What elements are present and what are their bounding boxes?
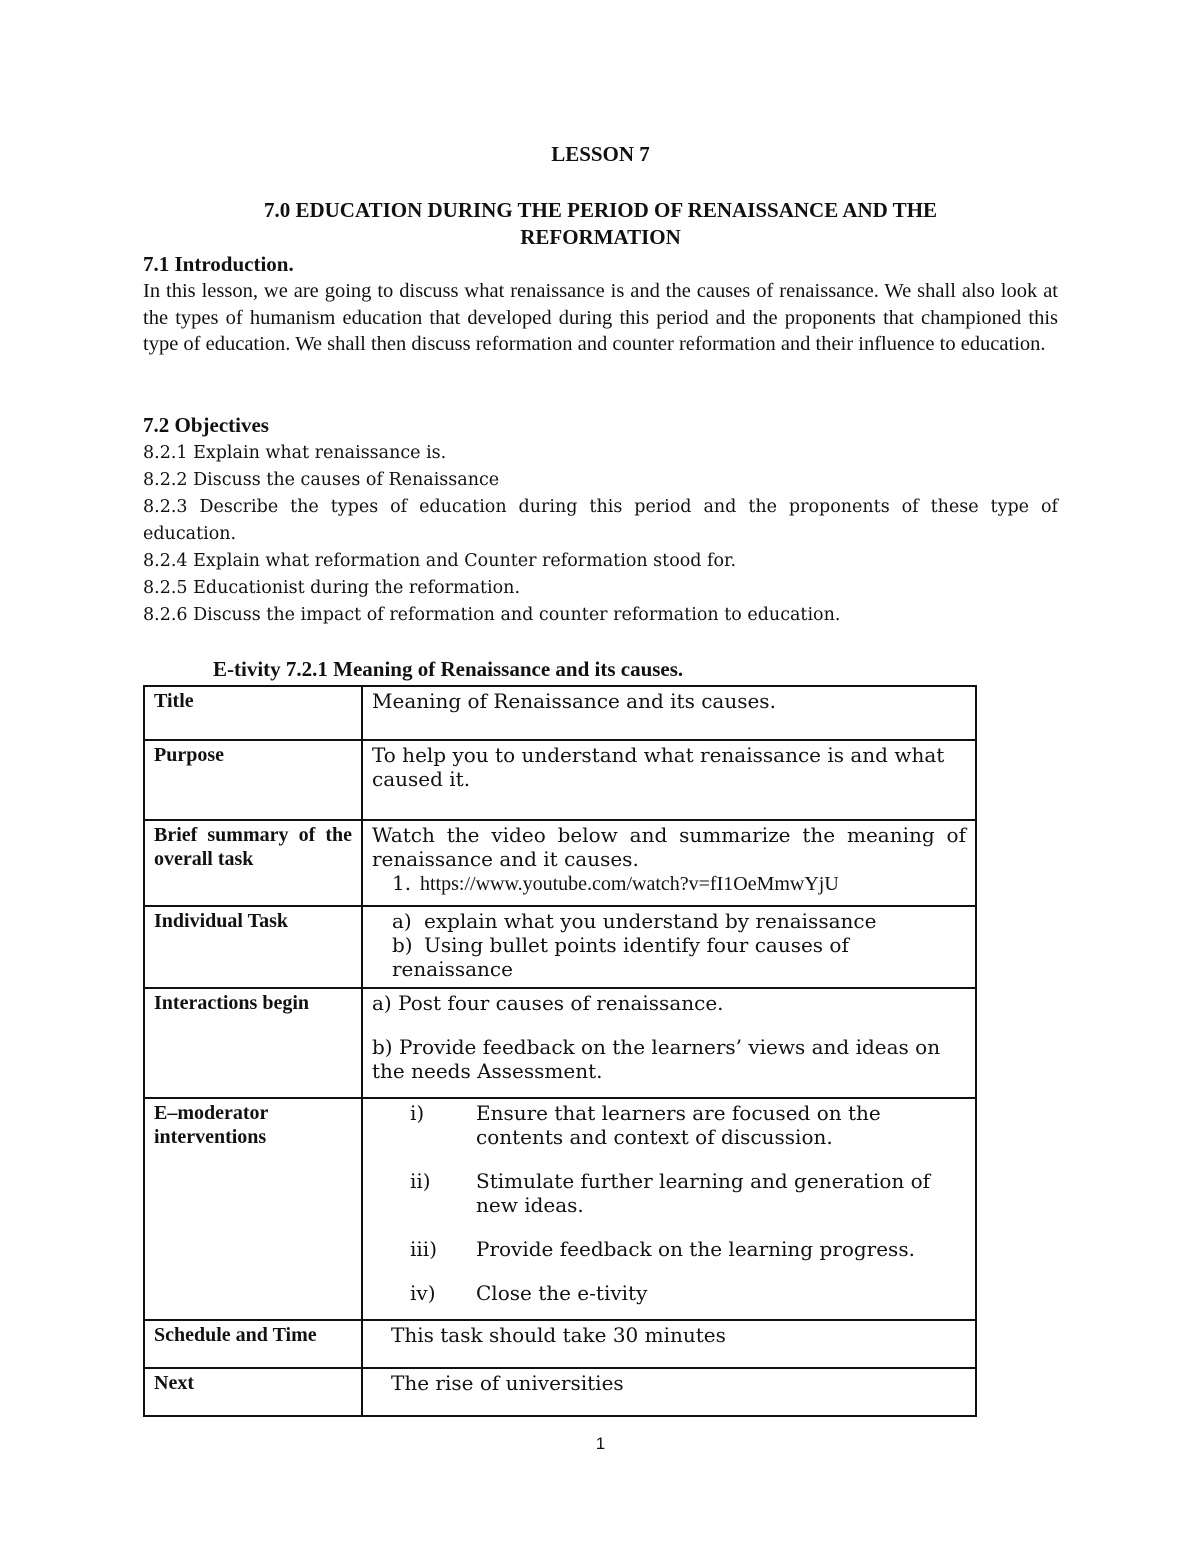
row-value: This task should take 30 minutes <box>362 1320 976 1368</box>
chapter-heading <box>143 197 1058 251</box>
row-value: To help you to understand what renaissance is and what caused it. <box>362 740 976 820</box>
objective-item: 8.2.1 Explain what renaissance is. <box>143 443 447 463</box>
row-label: Brief summary of the overall task <box>144 820 362 906</box>
introduction-paragraph: In this lesson, we are going to discuss what renaissance is and the causes of renaissance. We shall also look at the types of humanism education that developed during this period and the proponents that championed this type of education. We shall then discuss reformation and counter reformation and their influence to education. <box>143 280 1058 355</box>
list-letter: a) <box>392 909 412 933</box>
list-number: iv) <box>410 1281 436 1305</box>
video-link-item <box>372 871 966 896</box>
video-link[interactable]: https://www.youtube.com/watch?v=fI1OeMmwYjU <box>420 873 839 895</box>
etivity-table <box>143 685 977 1417</box>
row-label: Title <box>144 686 362 740</box>
interaction-item: a) Post four causes of renaissance. <box>372 991 724 1015</box>
list-text: Stimulate further learning and generation of new ideas. <box>476 1169 931 1217</box>
row-value <box>362 988 976 1098</box>
task-item <box>372 909 966 933</box>
list-text: Close the e-tivity <box>476 1281 648 1305</box>
table-row <box>144 1098 976 1320</box>
list-item <box>372 1237 966 1261</box>
list-number: ii) <box>410 1169 431 1193</box>
row-value <box>362 820 976 906</box>
list-letter: b) <box>392 933 413 957</box>
objective-item: 8.2.3 Describe the types of education during this period and the proponents of these type of education. <box>143 497 1058 544</box>
objective-item: 8.2.2 Discuss the causes of Renaissance <box>143 470 500 490</box>
lesson-label: LESSON 7 <box>551 142 650 166</box>
row-label: E–moderator interventions <box>144 1098 362 1320</box>
list-number: i) <box>410 1101 425 1125</box>
table-row <box>144 740 976 820</box>
table-row <box>144 686 976 740</box>
row-label: Interactions begin <box>144 988 362 1098</box>
page-number: 1 <box>595 1434 606 1453</box>
task-text: explain what you understand by renaissance <box>424 909 877 933</box>
row-label: Individual Task <box>144 906 362 988</box>
objective-item: 8.2.4 Explain what reformation and Counter reformation stood for. <box>143 551 737 571</box>
objectives-list <box>143 440 1058 629</box>
table-row <box>144 1320 976 1368</box>
row-value <box>362 1098 976 1320</box>
objective-item: 8.2.5 Educationist during the reformation. <box>143 578 521 598</box>
table-row <box>144 1368 976 1416</box>
objective-item: 8.2.6 Discuss the impact of reformation and counter reformation to education. <box>143 605 841 625</box>
row-label: Next <box>144 1368 362 1416</box>
list-item <box>372 1101 966 1149</box>
row-value <box>362 906 976 988</box>
moderator-list <box>372 1101 966 1305</box>
list-text: Ensure that learners are focused on the contents and context of discussion. <box>476 1101 881 1149</box>
table-row <box>144 906 976 988</box>
row-value: Meaning of Renaissance and its causes. <box>362 686 976 740</box>
introduction-heading: 7.1 Introduction. <box>143 252 294 276</box>
list-number: iii) <box>410 1237 437 1261</box>
interaction-item: b) Provide feedback on the learners’ views and ideas on the needs Assessment. <box>372 1035 941 1083</box>
chapter-heading-line-2: REFORMATION <box>520 225 681 249</box>
list-item <box>372 1281 966 1305</box>
list-item <box>372 1169 966 1217</box>
objectives-heading: 7.2 Objectives <box>143 413 269 437</box>
summary-text: Watch the video below and summarize the meaning of renaissance and it causes. <box>372 823 966 871</box>
table-row <box>144 820 976 906</box>
task-item <box>372 933 966 981</box>
table-row <box>144 988 976 1098</box>
list-text: Provide feedback on the learning progress. <box>476 1237 915 1261</box>
chapter-heading-line-1: 7.0 EDUCATION DURING THE PERIOD OF RENAISSANCE AND THE <box>263 198 938 222</box>
task-text: Using bullet points identify four causes of renaissance <box>392 933 849 981</box>
row-label: Schedule and Time <box>144 1320 362 1368</box>
row-label: Purpose <box>144 740 362 820</box>
etivity-title: E-tivity 7.2.1 Meaning of Renaissance and its causes. <box>213 657 684 681</box>
list-number: 1. <box>392 871 412 895</box>
row-value: The rise of universities <box>362 1368 976 1416</box>
